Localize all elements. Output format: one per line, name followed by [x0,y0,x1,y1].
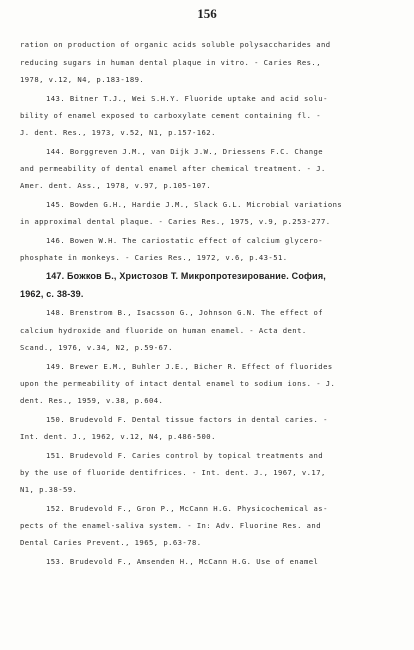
text-line: reducing sugars in human dental plaque in vitro. - Caries Res., [20,58,321,67]
reference-151-line: 151. Brudevold F. Caries control by topical treatments and [46,451,324,460]
reference-143-line: 143. Bitner T.J., Wei S.H.Y. Fluoride uptake and acid solu- [46,94,328,103]
text-line: 1962, с. 38-39. [20,289,84,299]
reference-146-line: 146. Bowen W.H. The cariostatic effect of calcium glycero- [46,236,324,245]
text-line: J. dent. Res., 1973, v.52, N1, p.157-162. [20,128,216,137]
reference-153-line: 153. Brudevold F., Amsenden H., McCann H.G. Use of enamel [46,557,319,566]
text-line: phosphate in monkeys. - Caries Res., 1972, v.6, p.43-51. [20,253,288,262]
text-line: Dental Caries Prevent., 1965, p.63-78. [20,538,202,547]
reference-147-line: 147. Божков Б., Христозов Т. Микропротезирование. София, [46,271,327,281]
page-number: 156 [197,6,217,21]
reference-144-line: 144. Borggreven J.M., van Dijk J.W., Driessens F.C. Change [46,147,324,156]
reference-150-line: 150. Brudevold F. Dental tissue factors in dental caries. - [46,415,328,424]
text-line: pects of the enamel-saliva system. - In: Adv. Fluorine Res. and [20,521,321,530]
text-line: calcium hydroxide and fluoride on human enamel. - Acta dent. [20,326,307,335]
text-line: ration on production of organic acids soluble polysaccharides and [20,40,331,49]
reference-152-line: 152. Brudevold F., Gron P., McCann H.G. Physicochemical as- [46,504,328,513]
text-line: by the use of fluoride dentifrices. - Int. dent. J., 1967, v.17, [20,468,326,477]
text-line: Int. dent. J., 1962, v.12, N4, p.486-500. [20,432,216,441]
text-line: 1978, v.12, N4, p.183-189. [20,75,145,84]
text-line: dent. Res., 1959, v.38, p.604. [20,396,164,405]
text-line: bility of enamel exposed to carboxylate cement containing fl. - [20,111,321,120]
text-line: upon the permeability of intact dental enamel to sodium ions. - J. [20,379,336,388]
reference-149-line: 149. Brewer E.M., Buhler J.E., Bicher R. Effect of fluorides [46,362,333,371]
text-line: Scand., 1976, v.34, N2, p.59-67. [20,343,173,352]
reference-148-line: 148. Brenstrom B., Isacsson G., Johnson G.N. The effect of [46,308,324,317]
text-line: Amer. dent. Ass., 1978, v.97, p.105-107. [20,181,212,190]
text-line: and permeability of dental enamel after chemical treatment. - J. [20,164,326,173]
text-line: in approximal dental plaque. - Caries Res., 1975, v.9, p.253-277. [20,217,331,226]
reference-145-line: 145. Bowden G.H., Hardie J.M., Slack G.L. Microbial variations [46,200,343,209]
text-line: N1, p.38-59. [20,485,78,494]
